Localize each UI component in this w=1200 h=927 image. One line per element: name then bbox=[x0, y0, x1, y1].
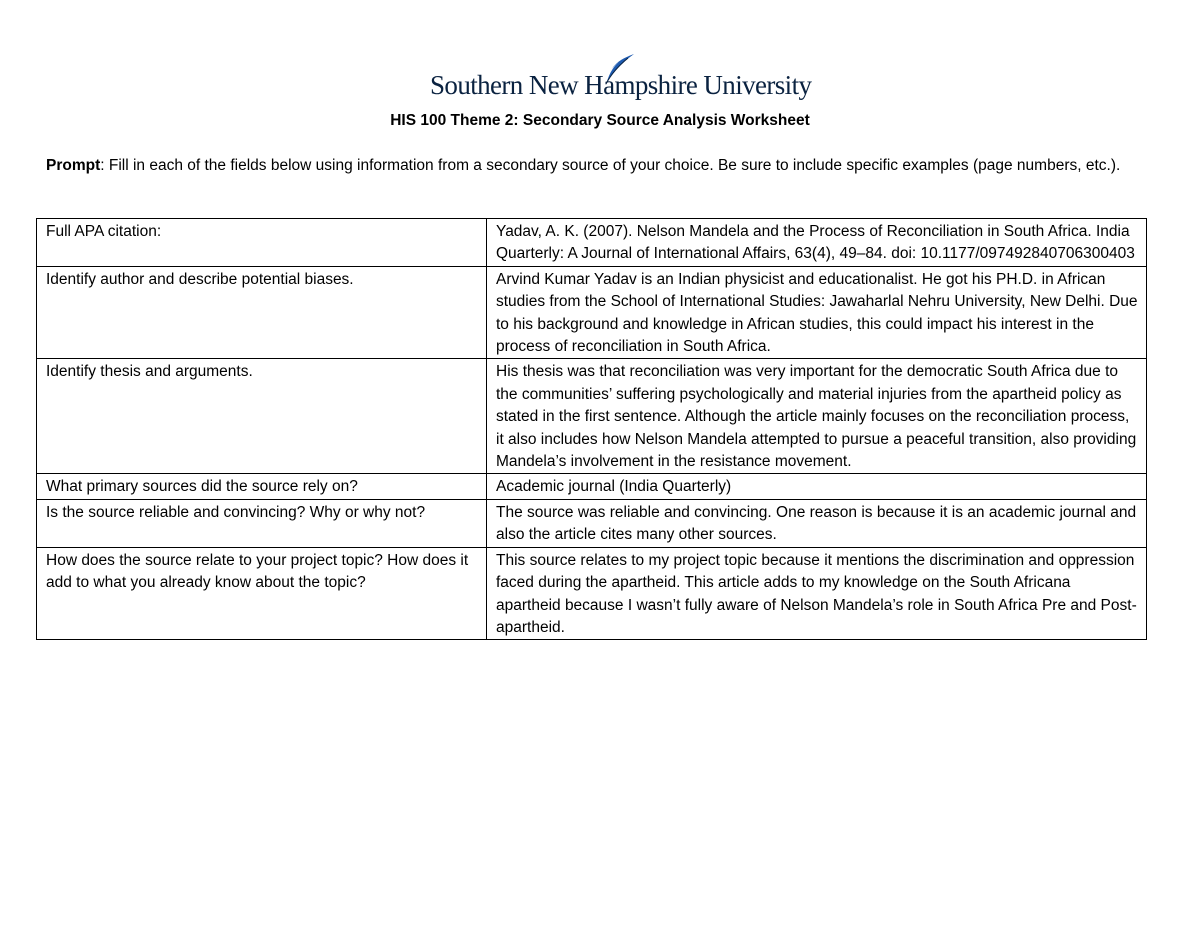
table-row bbox=[37, 359, 1147, 474]
answer-cell[interactable]: Arvind Kumar Yadav is an Indian physicist and educationalist. He got his PH.D. in African studies from the School of International Studies: Jawaharlal Nehru University, New Delhi. Due to his background and knowledge in African studies, this could impact his interest in the process of reconciliation in South Africa. bbox=[487, 266, 1147, 359]
answer-cell[interactable]: The source was reliable and convincing. One reason is because it is an academic journal and also the article cites many other sources. bbox=[487, 499, 1147, 547]
prompt-text: : Fill in each of the fields below using information from a secondary source of your choice. Be sure to include specific examples (page numbers, etc.). bbox=[100, 157, 1121, 174]
question-cell: How does the source relate to your project topic? How does it add to what you already know about the topic? bbox=[37, 547, 487, 640]
table-row bbox=[37, 219, 1147, 267]
table-row bbox=[37, 266, 1147, 359]
answer-cell[interactable]: Academic journal (India Quarterly) bbox=[487, 474, 1147, 499]
answer-cell[interactable]: This source relates to my project topic because it mentions the discrimination and oppression faced during the apartheid. This article adds to my knowledge on the South Africana apartheid because I wasn’t fully aware of Nelson Mandela’s role in South Africa Pre and Post-apartheid. bbox=[487, 547, 1147, 640]
table-row bbox=[37, 547, 1147, 640]
question-cell: Is the source reliable and convincing? Why or why not? bbox=[37, 499, 487, 547]
prompt-paragraph bbox=[46, 154, 1156, 177]
analysis-table bbox=[36, 218, 1147, 640]
answer-cell[interactable]: His thesis was that reconciliation was very important for the democratic South Africa due to the communities’ suffering psychologically and material injuries from the apartheid policy as stated in the first sentence. Although the article mainly focuses on the reconciliation process, it also includes how Nelson Mandela attempted to pursue a peaceful transition, also providing Mandela’s involvement in the resistance movement. bbox=[487, 359, 1147, 474]
table-row bbox=[37, 499, 1147, 547]
table-row bbox=[37, 474, 1147, 499]
question-cell: Identify thesis and arguments. bbox=[37, 359, 487, 474]
prompt-label: Prompt bbox=[46, 157, 101, 174]
answer-cell[interactable]: Yadav, A. K. (2007). Nelson Mandela and the Process of Reconciliation in South Africa. India Quarterly: A Journal of International Affairs, 63(4), 49–84. doi: 10.1177/097492840706300403 bbox=[487, 219, 1147, 267]
logo-text: Southern New Hampshire University bbox=[430, 70, 812, 100]
document-title: HIS 100 Theme 2: Secondary Source Analysis Worksheet bbox=[390, 112, 810, 129]
university-logo bbox=[430, 52, 812, 102]
question-cell: What primary sources did the source rely on? bbox=[37, 474, 487, 499]
question-cell: Identify author and describe potential biases. bbox=[37, 266, 487, 359]
question-cell: Full APA citation: bbox=[37, 219, 487, 267]
